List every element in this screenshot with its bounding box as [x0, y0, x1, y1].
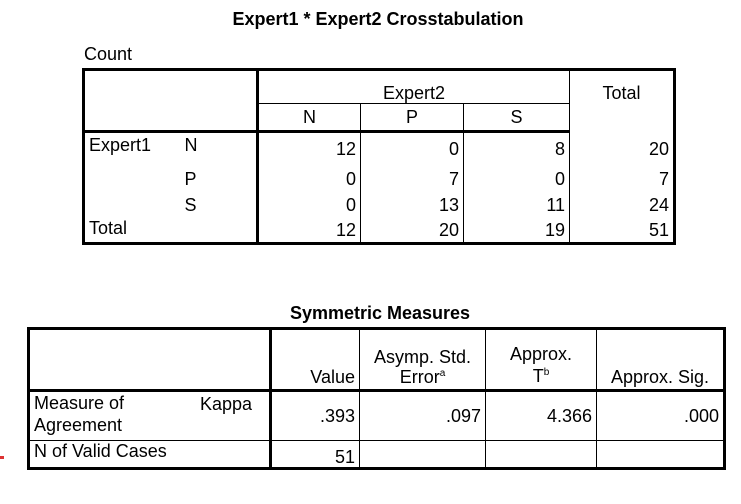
- kappa-sig: .000: [597, 391, 725, 441]
- row-label-n: N: [184, 135, 198, 155]
- corner-cell: [84, 70, 181, 104]
- table-row: [84, 192, 675, 218]
- kappa-row-label-cell: [29, 391, 271, 441]
- kappa-value: .393: [271, 391, 360, 441]
- cell: 13: [361, 192, 464, 218]
- footnote-a: a: [439, 368, 446, 379]
- col-header-s: S: [464, 104, 570, 132]
- total-row-label: Total: [84, 218, 181, 244]
- table-row: [29, 441, 725, 469]
- cell: 12: [258, 218, 361, 244]
- cell: 7: [361, 166, 464, 192]
- table-row: [29, 391, 725, 441]
- col-header-p: P: [361, 104, 464, 132]
- table-row: [84, 132, 675, 166]
- edge-mark: [0, 456, 4, 459]
- row-total: 20: [570, 132, 675, 166]
- corner-cell: [29, 329, 271, 391]
- row-var-label: Expert1: [84, 132, 181, 166]
- cell: 20: [361, 218, 464, 244]
- crosstab-title: Expert1 * Expert2 Crosstabulation: [232, 9, 524, 29]
- cell: 0: [258, 192, 361, 218]
- cell: 12: [258, 132, 361, 166]
- footnote-b: b: [543, 367, 550, 378]
- symmetric-table: [27, 327, 726, 470]
- total-col-header: Total: [570, 70, 675, 132]
- cell: 8: [464, 132, 570, 166]
- row-total: 24: [570, 192, 675, 218]
- crosstab-table: [82, 68, 676, 245]
- crosstab-caption: Count: [84, 44, 133, 64]
- header-sig: Approx. Sig.: [597, 329, 725, 391]
- table-row: [84, 166, 675, 192]
- symmetric-title: Symmetric Measures: [289, 303, 471, 323]
- table-row-total: [84, 218, 675, 244]
- grand-total: 51: [570, 218, 675, 244]
- cell: 0: [464, 166, 570, 192]
- kappa-ase: .097: [360, 391, 486, 441]
- cell: 0: [361, 132, 464, 166]
- row-total: 7: [570, 166, 675, 192]
- header-value: Value: [271, 329, 360, 391]
- kappa-row-label: Measure of Agreement: [34, 393, 125, 435]
- col-header-n: N: [258, 104, 361, 132]
- n-row-label: N of Valid Cases: [29, 441, 271, 469]
- cell: 11: [464, 192, 570, 218]
- col-group-header: Expert2: [258, 70, 570, 104]
- cell: 19: [464, 218, 570, 244]
- cell: 0: [258, 166, 361, 192]
- row-label-p: P: [184, 168, 197, 189]
- header-t: Approx. $T^b$: [486, 329, 597, 391]
- kappa-label: Kappa: [200, 394, 253, 414]
- header-ase: Asymp. Std. Error$^a$: [360, 329, 486, 391]
- row-label-s: S: [184, 194, 197, 215]
- n-value: 51: [271, 441, 360, 469]
- kappa-t: 4.366: [486, 391, 597, 441]
